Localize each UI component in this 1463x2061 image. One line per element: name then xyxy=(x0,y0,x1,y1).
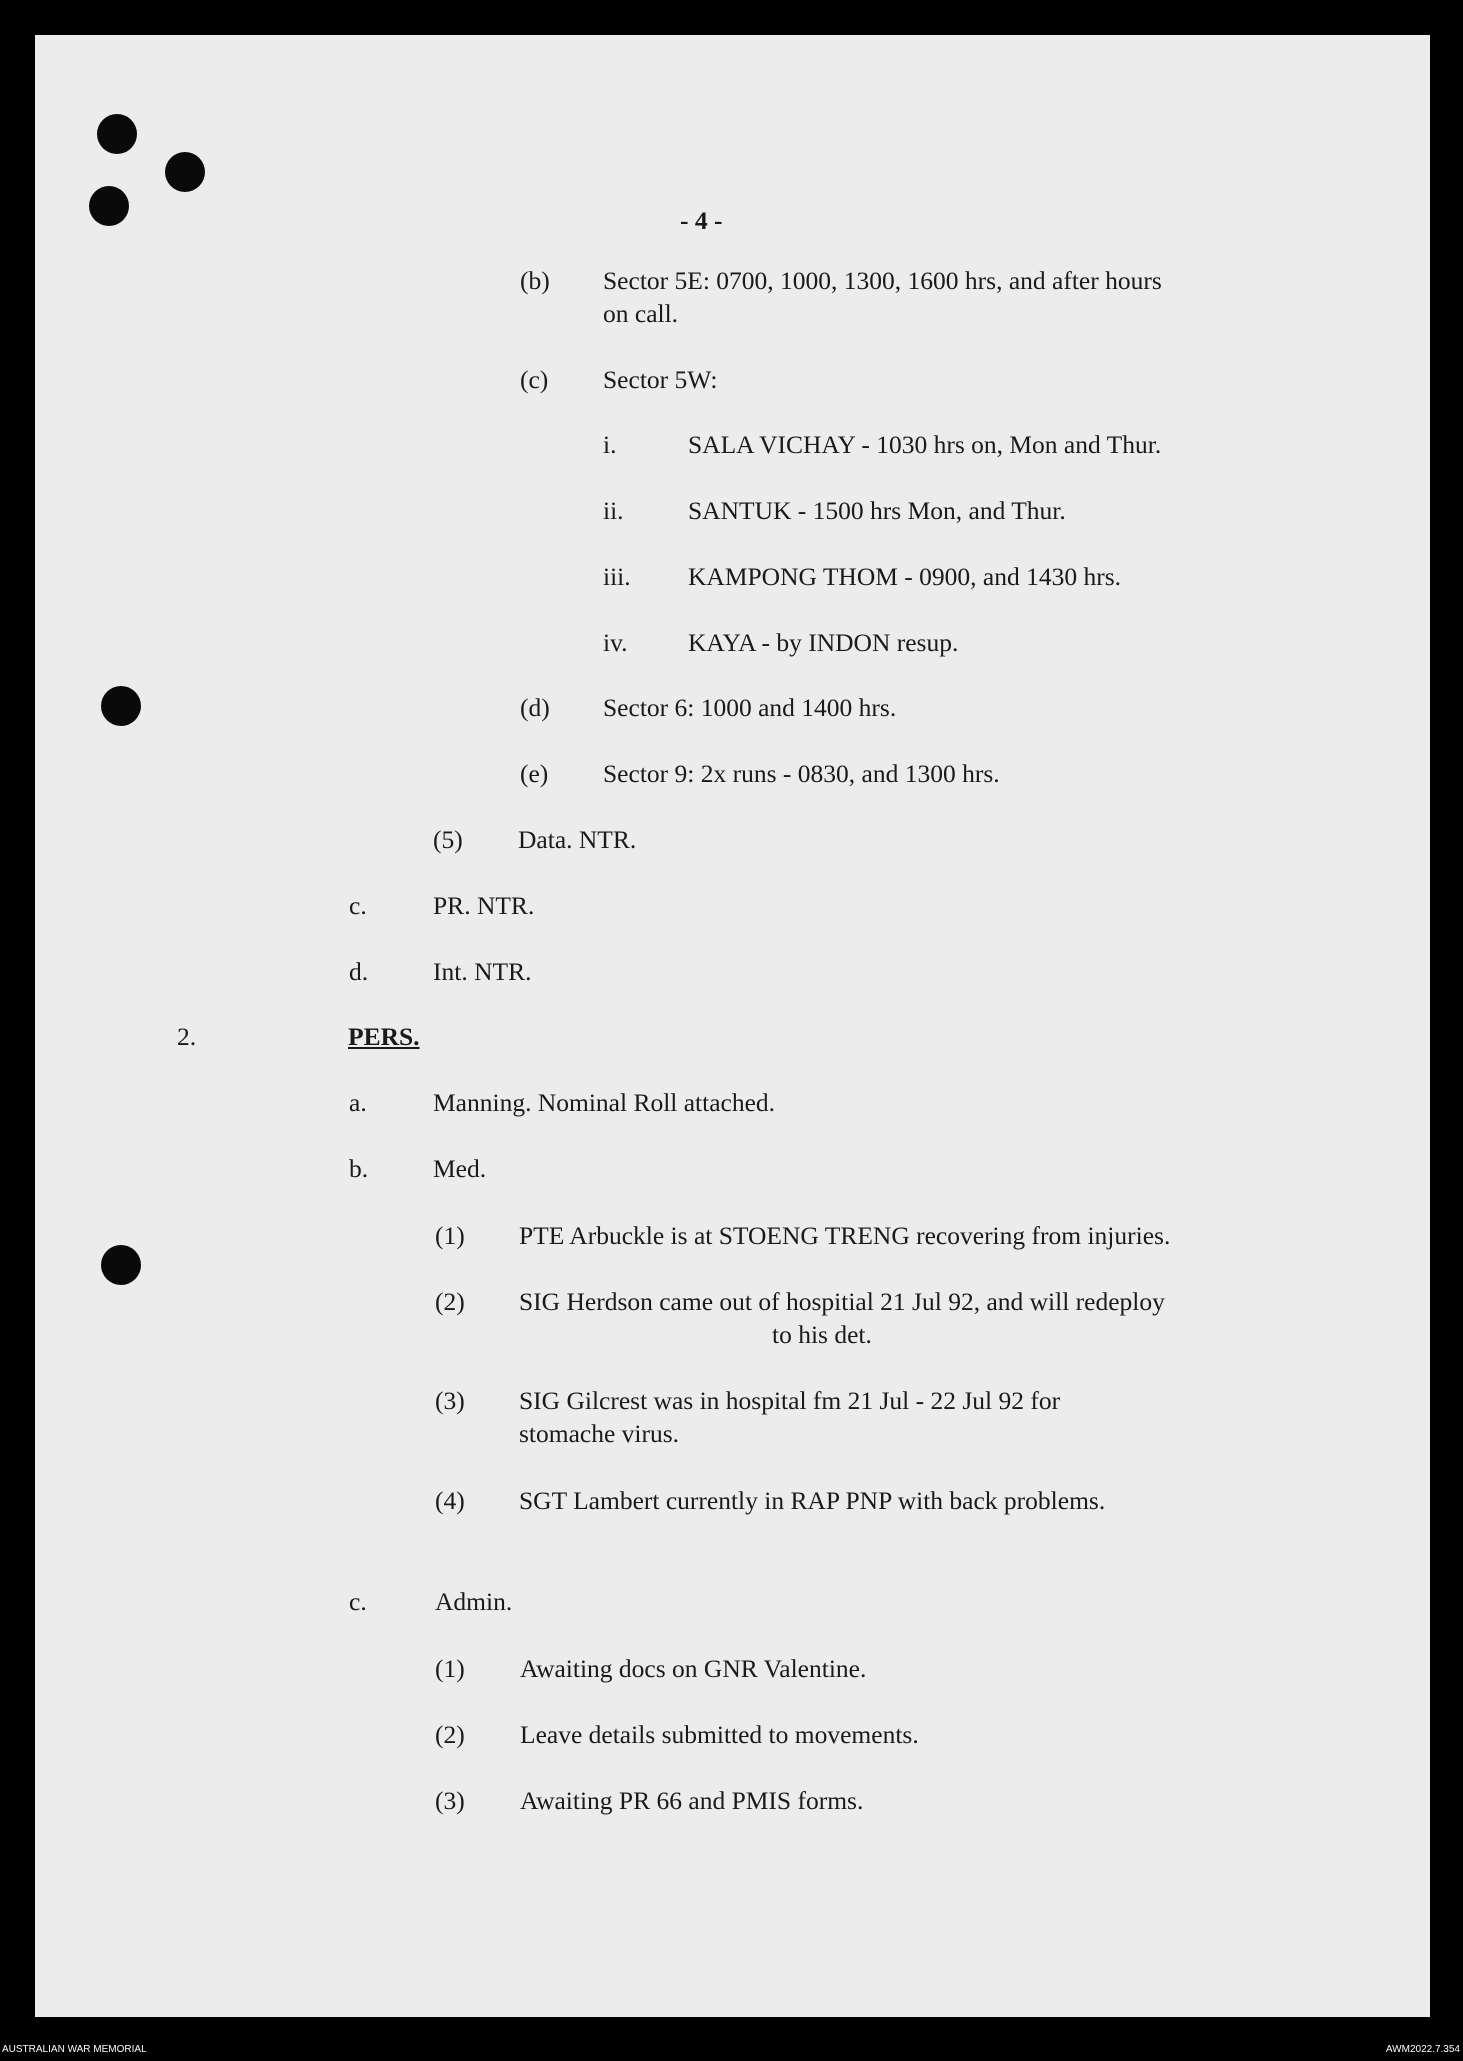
item-text: Sector 9: 2x runs - 0830, and 1300 hrs. xyxy=(603,759,1000,788)
item-marker: c. xyxy=(349,1587,367,1616)
item-marker: (5) xyxy=(433,825,463,854)
item-marker: a. xyxy=(349,1088,367,1117)
item-text: Admin. xyxy=(435,1587,513,1616)
subitem-text: Awaiting docs on GNR Valentine. xyxy=(520,1654,867,1683)
item-text: Sector 6: 1000 and 1400 hrs. xyxy=(603,693,897,722)
subitem-marker: (4) xyxy=(435,1486,465,1515)
subitem-text: SANTUK - 1500 hrs Mon, and Thur. xyxy=(688,496,1066,525)
item-marker: d. xyxy=(349,957,369,986)
punch-hole xyxy=(101,1245,141,1285)
item-marker: (e) xyxy=(520,759,549,788)
item-marker: b. xyxy=(349,1154,369,1183)
item-text: PR. NTR. xyxy=(433,891,535,920)
subitem-text: to his det. xyxy=(772,1320,872,1349)
subitem-marker: (2) xyxy=(435,1287,465,1316)
item-marker: (b) xyxy=(520,266,550,295)
page-number: - 4 - xyxy=(680,206,723,235)
item-text: Int. NTR. xyxy=(433,957,532,986)
subitem-marker: ii. xyxy=(603,496,624,525)
punch-hole xyxy=(89,186,129,226)
item-text: Sector 5W: xyxy=(603,365,718,394)
punch-hole xyxy=(101,686,141,726)
subitem-marker: (1) xyxy=(435,1221,465,1250)
item-text: Med. xyxy=(433,1154,487,1183)
subitem-marker: (2) xyxy=(435,1720,465,1749)
subitem-text: stomache virus. xyxy=(519,1419,680,1448)
item-text: Manning. Nominal Roll attached. xyxy=(433,1088,776,1117)
item-marker: c. xyxy=(349,891,367,920)
footer-reference: AWM2022.7.354 xyxy=(1385,2044,1460,2055)
subitem-text: KAMPONG THOM - 0900, and 1430 hrs. xyxy=(688,562,1122,591)
subitem-marker: (3) xyxy=(435,1386,465,1415)
subitem-marker: iii. xyxy=(603,562,631,591)
subitem-text: SIG Gilcrest was in hospital fm 21 Jul - 22 Jul 92 for xyxy=(519,1386,1061,1415)
subitem-text: SIG Herdson came out of hospitial 21 Jul 92, and will redeploy xyxy=(519,1287,1165,1316)
subitem-text: Leave details submitted to movements. xyxy=(520,1720,919,1749)
footer-credit: AUSTRALIAN WAR MEMORIAL xyxy=(2,2044,147,2055)
item-marker: (d) xyxy=(520,693,550,722)
subitem-marker: i. xyxy=(603,430,617,459)
subitem-text: Awaiting PR 66 and PMIS forms. xyxy=(520,1786,864,1815)
subitem-text: PTE Arbuckle is at STOENG TRENG recovering from injuries. xyxy=(519,1221,1171,1250)
subitem-text: SGT Lambert currently in RAP PNP with back problems. xyxy=(519,1486,1106,1515)
subitem-text: SALA VICHAY - 1030 hrs on, Mon and Thur. xyxy=(688,430,1162,459)
subitem-marker: (3) xyxy=(435,1786,465,1815)
subitem-marker: iv. xyxy=(603,628,628,657)
item-text: on call. xyxy=(603,299,679,328)
subitem-marker: (1) xyxy=(435,1654,465,1683)
section-number: 2. xyxy=(177,1022,197,1051)
section-heading: PERS. xyxy=(348,1022,420,1051)
subitem-text: KAYA - by INDON resup. xyxy=(688,628,959,657)
item-marker: (c) xyxy=(520,365,549,394)
punch-hole xyxy=(97,114,137,154)
item-text: Sector 5E: 0700, 1000, 1300, 1600 hrs, and after hours xyxy=(603,266,1162,295)
punch-hole xyxy=(165,152,205,192)
item-text: Data. NTR. xyxy=(518,825,637,854)
